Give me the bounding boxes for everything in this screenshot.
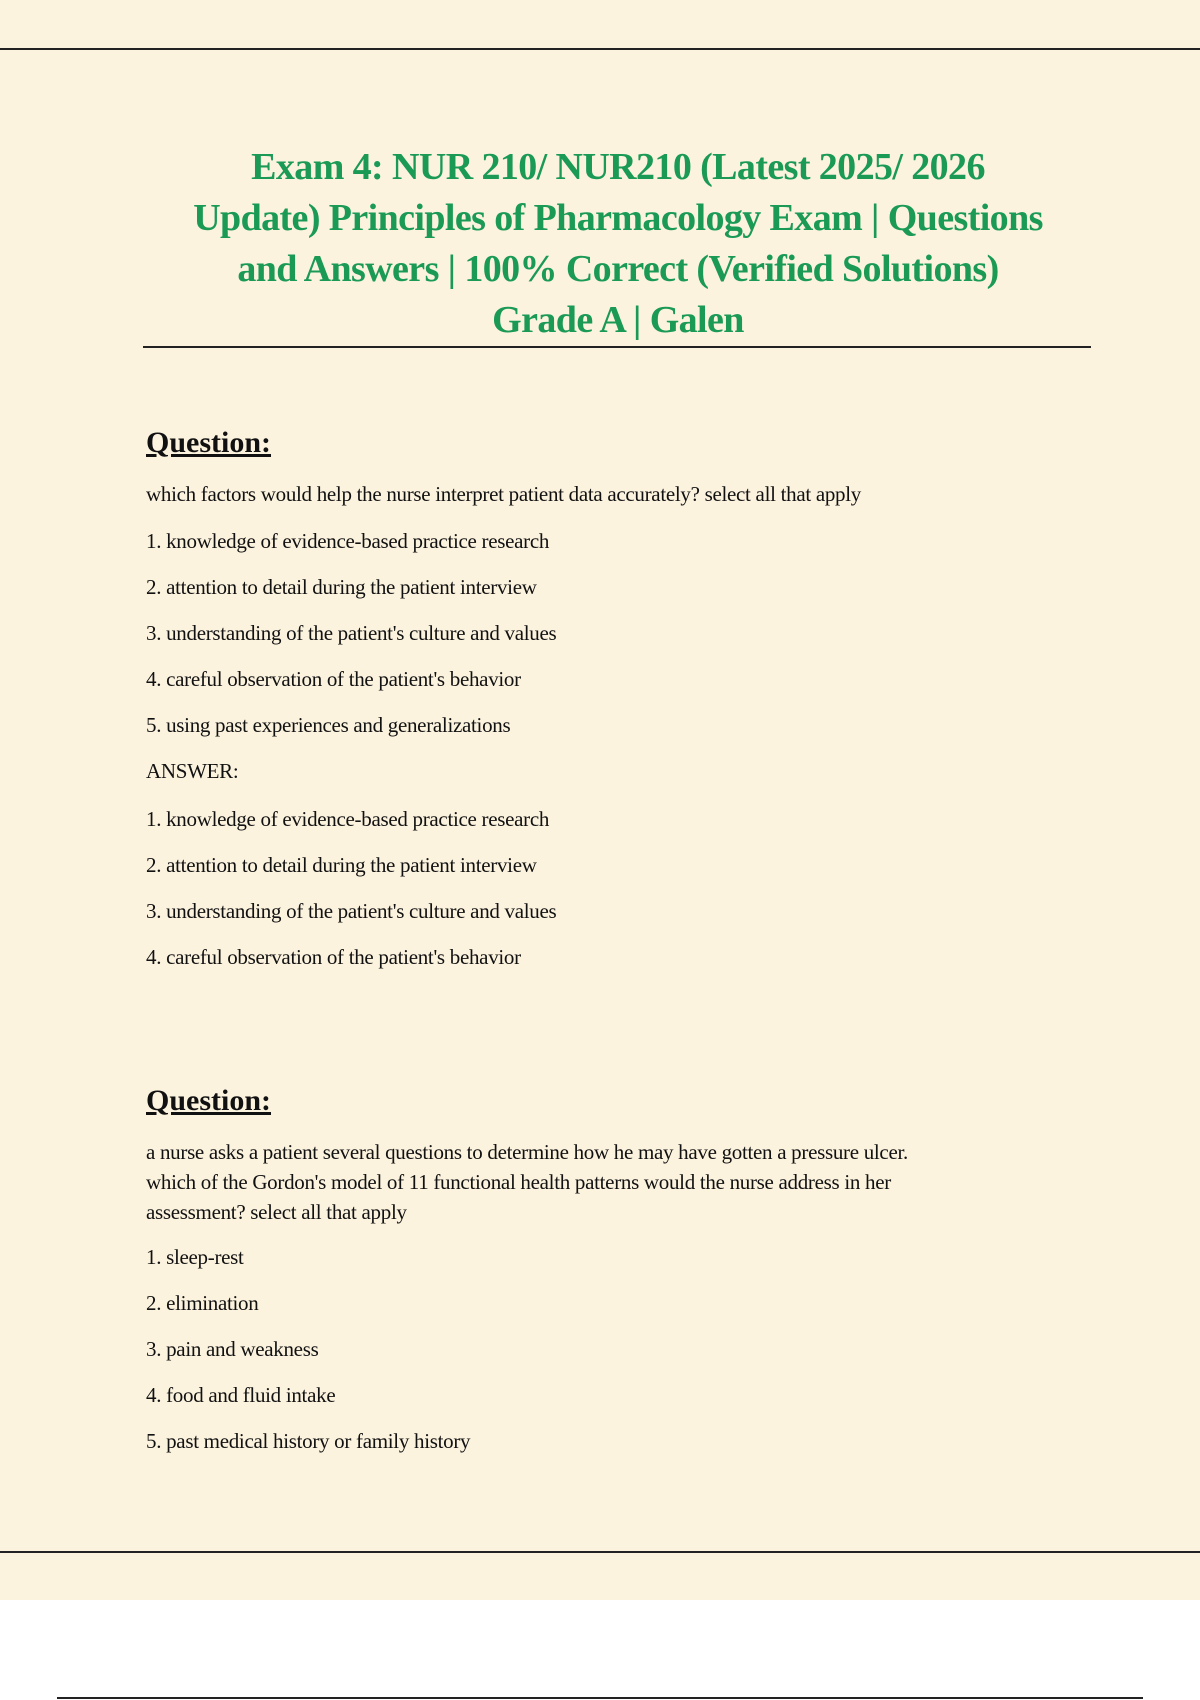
option-item: 5. past medical history or family history <box>146 1429 471 1453</box>
option-item: 3. pain and weakness <box>146 1337 319 1361</box>
question-options-1 <box>146 526 1066 756</box>
title-underline <box>143 346 1091 348</box>
question-block-1 <box>146 425 1066 461</box>
next-page-rule <box>57 1697 1143 1699</box>
option-item: 5. using past experiences and generalizations <box>146 713 511 737</box>
question-text-line: which of the Gordon's model of 11 functional health patterns would the nurse address in her <box>146 1170 891 1194</box>
question-text-1 <box>146 479 1066 509</box>
question-text-line: assessment? select all that apply <box>146 1200 407 1224</box>
answer-item: 3. understanding of the patient's culture and values <box>146 899 557 923</box>
answer-item: 2. attention to detail during the patient interview <box>146 853 537 877</box>
header-rule <box>0 48 1200 50</box>
footer-rule-page <box>0 1551 1200 1553</box>
option-item: 1. sleep-rest <box>146 1245 244 1269</box>
option-item: 4. food and fluid intake <box>146 1383 336 1407</box>
option-item: 2. elimination <box>146 1291 259 1315</box>
answer-item: 1. knowledge of evidence-based practice research <box>146 807 550 831</box>
question-options-2 <box>146 1242 1066 1472</box>
title-line: Update) Principles of Pharmacology Exam | Questions <box>193 197 1043 239</box>
answer-label: ANSWER: <box>146 759 239 783</box>
question-heading: Question: <box>146 1084 272 1117</box>
question-text-2 <box>146 1137 1066 1227</box>
title-line: and Answers | 100% Correct (Verified Solutions) <box>237 248 999 290</box>
option-item: 1. knowledge of evidence-based practice research <box>146 529 550 553</box>
question-text-line: a nurse asks a patient several questions to determine how he may have gotten a pressure ulcer. <box>146 1140 908 1164</box>
question-heading: Question: <box>146 426 272 459</box>
option-item: 4. careful observation of the patient's behavior <box>146 667 521 691</box>
answer-list-1 <box>146 804 1066 988</box>
question-block-2 <box>146 1083 1066 1119</box>
title-line: Grade A | Galen <box>492 299 744 341</box>
answer-label-1 <box>146 756 1066 786</box>
title-line: Exam 4: NUR 210/ NUR210 (Latest 2025/ 2026 <box>251 146 985 188</box>
document-title <box>145 142 1091 346</box>
answer-item: 4. careful observation of the patient's behavior <box>146 945 521 969</box>
option-item: 3. understanding of the patient's culture and values <box>146 621 557 645</box>
option-item: 2. attention to detail during the patient interview <box>146 575 537 599</box>
question-text: which factors would help the nurse interpret patient data accurately? select all that apply <box>146 482 861 506</box>
